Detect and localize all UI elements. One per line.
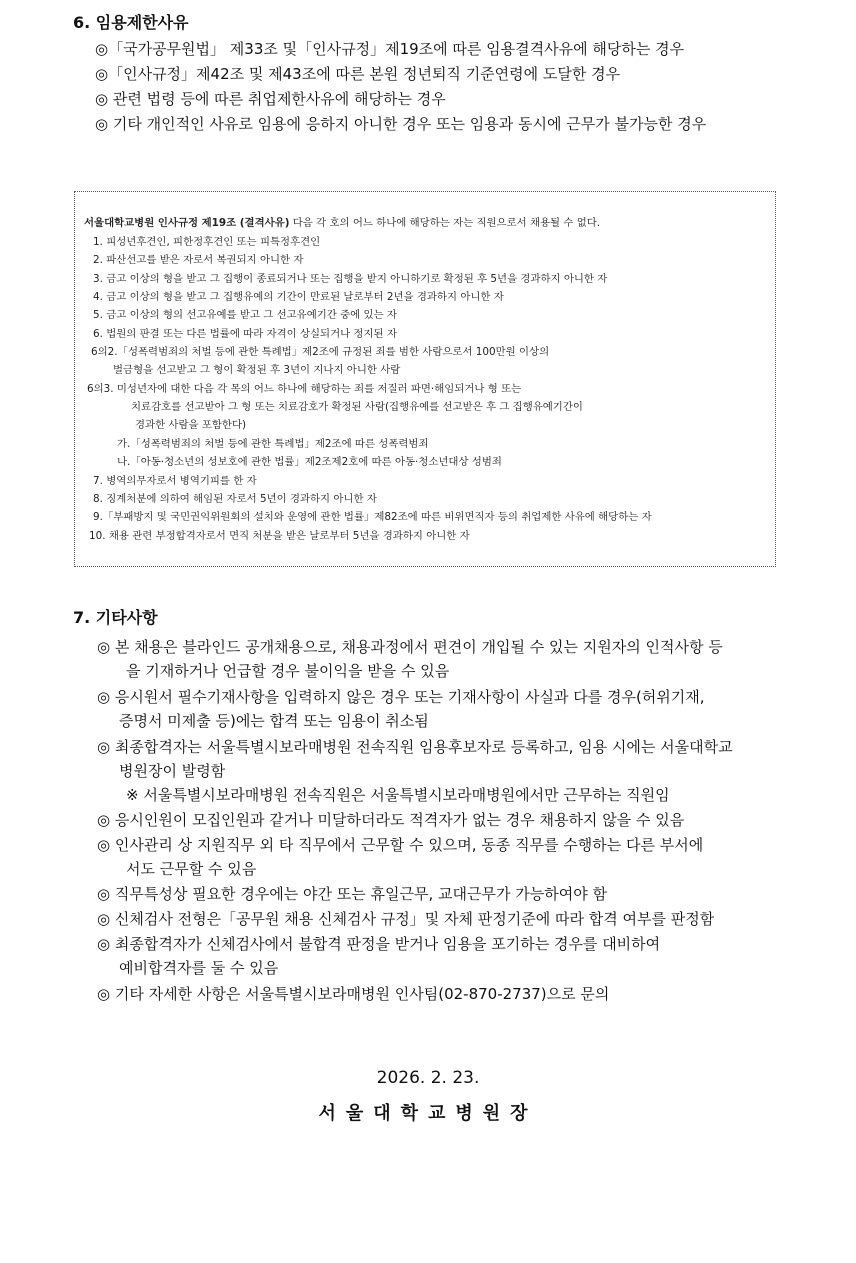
rule-line: 2. 파산선고를 받은 자로서 복권되지 아니한 자 — [93, 254, 304, 266]
section-6-item: ◎ 관련 법령 등에 따른 취업제한사유에 해당하는 경우 — [95, 90, 446, 108]
section-7-line: ◎ 최종합격자는 서울특별시보라매병원 전속직원 임용후보자로 등록하고, 임용 시에는 서울대학교 — [97, 738, 733, 756]
rule-line: 경과한 사람을 포함한다) — [135, 419, 247, 431]
section-7-heading: 7. 기타사항 — [73, 608, 158, 627]
rule-line: 10. 채용 관련 부정합격자로서 면직 처분을 받은 날로부터 5년을 경과하지 아니한 자 — [89, 530, 470, 542]
rule-line: 나.「아동·청소년의 성보호에 관한 법률」제2조제2호에 따른 아동·청소년대상 성범죄 — [117, 456, 502, 468]
rule-line: 6. 법원의 판결 또는 다른 법률에 따라 자격이 상실되거나 정지된 자 — [93, 328, 397, 340]
section-7-line: 병원장이 발령함 — [119, 762, 226, 780]
rule-line: 9.「부패방지 및 국민권익위원회의 설치와 운영에 관한 법률」제82조에 따른 비위면직자 등의 취업제한 사유에 해당하는 자 — [93, 511, 652, 523]
section-6-item: ◎「국가공무원법」 제33조 및「인사규정」제19조에 따른 임용결격사유에 해당하는 경우 — [95, 40, 685, 58]
box-title-bold: 서울대학교병원 인사규정 제19조 (결격사유) — [84, 217, 290, 229]
section-6-item: ◎ 기타 개인적인 사유로 임용에 응하지 아니한 경우 또는 임용과 동시에 근무가 불가능한 경우 — [95, 115, 707, 133]
rule-line: 6의3. 미성년자에 대한 다음 각 목의 어느 하나에 해당하는 죄를 저질러 파면·해임되거나 형 또는 — [87, 383, 522, 395]
section-6-item: ◎「인사규정」제42조 및 제43조에 따른 본원 정년퇴직 기준연령에 도달한 경우 — [95, 65, 621, 83]
rule-line: 1. 피성년후견인, 피한정후견인 또는 피특정후견인 — [93, 236, 321, 248]
rule-line: 7. 병역의무자로서 병역기피를 한 자 — [93, 475, 257, 487]
rule-line: 8. 징계처분에 의하여 해임된 자로서 5년이 경과하지 아니한 자 — [93, 493, 377, 505]
rule-line: 6의2.「성폭력범죄의 처벌 등에 관한 특례법」제2조에 규정된 죄를 범한 사람으로서 100만원 이상의 — [91, 346, 550, 358]
rule-line: 가.「성폭력범죄의 처벌 등에 관한 특례법」제2조에 따른 성폭력범죄 — [117, 438, 429, 450]
rule-line: 4. 금고 이상의 형을 받고 그 집행유예의 기간이 만료된 날로부터 2년을 경과하지 아니한 자 — [93, 291, 504, 303]
rule-line: 벌금형을 선고받고 그 형이 확정된 후 3년이 지나지 아니한 사람 — [113, 364, 401, 376]
announcement-date: 2026. 2. 23. — [376, 1068, 480, 1088]
section-7-line: ◎ 최종합격자가 신체검사에서 불합격 판정을 받거나 임용을 포기하는 경우를 대비하여 — [97, 935, 661, 953]
section-7-line: ◎ 응시원서 필수기재사항을 입력하지 않은 경우 또는 기재사항이 사실과 다를 경우(허위기재, — [97, 688, 705, 706]
section-7-line: ◎ 신체검사 전형은「공무원 채용 신체검사 규정」및 자체 판정기준에 따라 합격 여부를 판정함 — [97, 910, 715, 928]
section-7-line: ◎ 본 채용은 블라인드 공개채용으로, 채용과정에서 편견이 개입될 수 있는 지원자의 인적사항 등 — [97, 638, 723, 656]
signature: 서울대학교병원장 — [318, 1103, 538, 1124]
section-7-line: 서도 근무할 수 있음 — [126, 860, 257, 878]
section-7-line: ◎ 직무특성상 필요한 경우에는 야간 또는 휴일근무, 교대근무가 가능하여야 함 — [97, 885, 607, 903]
section-7-line: 증명서 미제출 등)에는 합격 또는 임용이 취소됨 — [119, 712, 429, 730]
section-7-line: ◎ 기타 자세한 사항은 서울특별시보라매병원 인사팀(02-870-2737)으로 문의 — [97, 985, 610, 1003]
section-7-line: ◎ 응시인원이 모집인원과 같거나 미달하더라도 적격자가 없는 경우 채용하지 않을 수 있음 — [97, 811, 685, 829]
section-7-note: ※ 서울특별시보라매병원 전속직원은 서울특별시보라매병원에서만 근무하는 직원임 — [126, 786, 670, 804]
section-7-line: 예비합격자를 둘 수 있음 — [119, 959, 279, 977]
box-title-rest: 다음 각 호의 어느 하나에 해당하는 자는 직원으로서 채용될 수 없다. — [289, 217, 601, 229]
section-6-heading: 6. 임용제한사유 — [73, 13, 189, 32]
section-7-line: 을 기재하거나 언급할 경우 불이익을 받을 수 있음 — [126, 662, 450, 680]
box-title — [84, 214, 600, 229]
rule-line: 5. 금고 이상의 형의 선고유예를 받고 그 선고유예기간 중에 있는 자 — [93, 309, 397, 321]
disqualification-rules-box — [74, 191, 776, 567]
rule-line: 치료감호를 선고받아 그 형 또는 치료감호가 확정된 사람(집행유예를 선고받은 후 그 집행유예기간이 — [131, 401, 583, 413]
section-7-line: ◎ 인사관리 상 지원직무 외 타 직무에서 근무할 수 있으며, 동종 직무를 수행하는 다른 부서에 — [97, 836, 704, 854]
rule-line: 3. 금고 이상의 형을 받고 그 집행이 종료되거나 또는 집행을 받지 아니하기로 확정된 후 5년을 경과하지 아니한 자 — [93, 273, 608, 285]
